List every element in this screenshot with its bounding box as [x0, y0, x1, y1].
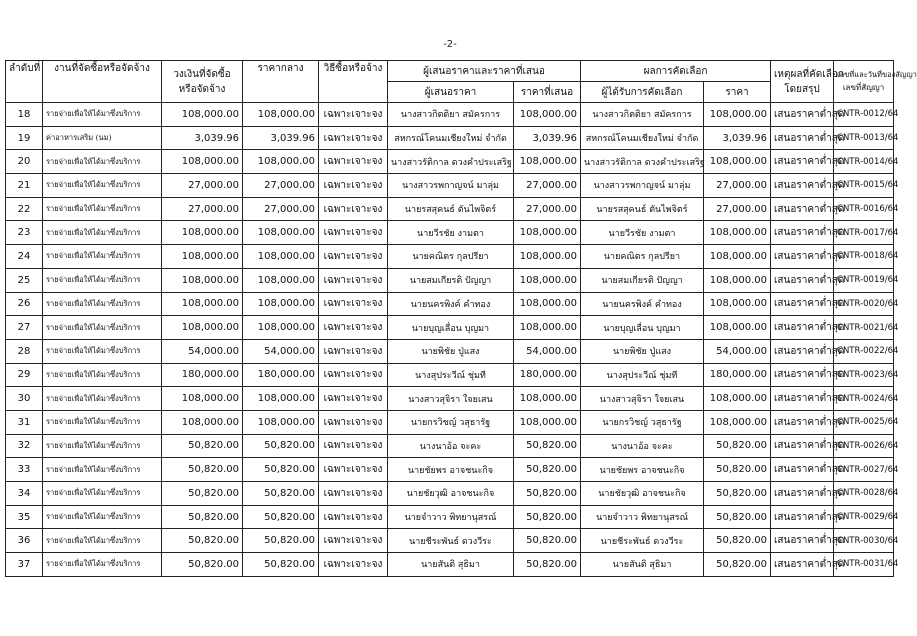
- row-winner-name: นางสาวสุจิรา ใจยเสน: [581, 387, 704, 411]
- row-bid-price: 108,000.00: [514, 245, 581, 269]
- row-bidder-name: นายบุญเลื่อน บุญมา: [388, 316, 514, 340]
- row-method: เฉพาะเจาะจง: [319, 150, 388, 174]
- row-reason: เสนอราคาต่ำสุด: [771, 197, 834, 221]
- row-bidder-name: นายวีรชัย งามตา: [388, 221, 514, 245]
- row-winner-price: 50,820.00: [704, 458, 771, 482]
- row-winner-price: 108,000.00: [704, 245, 771, 269]
- row-median-price: 108,000.00: [243, 103, 319, 127]
- table-row: [6, 458, 894, 482]
- row-reason: เสนอราคาต่ำสุด: [771, 339, 834, 363]
- row-method: เฉพาะเจาะจง: [319, 529, 388, 553]
- row-winner-name: นางสาวกิตติยา สมัครการ: [581, 103, 704, 127]
- row-number: 19: [6, 126, 43, 150]
- table-row: [6, 197, 894, 221]
- row-budget: 108,000.00: [162, 150, 243, 174]
- row-contract-ref: CNTR-0019/64: [834, 268, 894, 292]
- row-bid-price: 108,000.00: [514, 268, 581, 292]
- row-budget: 108,000.00: [162, 387, 243, 411]
- row-method: เฉพาะเจาะจง: [319, 482, 388, 506]
- row-median-price: 50,820.00: [243, 458, 319, 482]
- header-ref-line1: เลขที่และวันที่ของสัญญา: [837, 70, 917, 79]
- table-row: [6, 363, 894, 387]
- table-row: [6, 482, 894, 506]
- row-reason: เสนอราคาต่ำสุด: [771, 292, 834, 316]
- row-bid-price: 108,000.00: [514, 410, 581, 434]
- row-winner-price: 50,820.00: [704, 529, 771, 553]
- table-row: [6, 268, 894, 292]
- row-bidder-name: นายพิชัย ปู่แสง: [388, 339, 514, 363]
- row-budget: 50,820.00: [162, 505, 243, 529]
- row-number: 23: [6, 221, 43, 245]
- header-bidder-name: ผู้เสนอราคา: [388, 82, 514, 103]
- row-budget: 27,000.00: [162, 197, 243, 221]
- table-row: [6, 434, 894, 458]
- header-budget-line2: หรือจัดจ้าง: [178, 83, 226, 95]
- row-reason: เสนอราคาต่ำสุด: [771, 363, 834, 387]
- row-method: เฉพาะเจาะจง: [319, 197, 388, 221]
- row-item: รายจ่ายเพื่อให้ได้มาซึ่งบริการ: [43, 316, 162, 340]
- row-bidder-name: นายกรวิชญ์ วสุธารัฐ: [388, 410, 514, 434]
- row-item: รายจ่ายเพื่อให้ได้มาซึ่งบริการ: [43, 482, 162, 506]
- row-median-price: 3,039.96: [243, 126, 319, 150]
- table-row: [6, 292, 894, 316]
- row-contract-ref: CNTR-0026/64: [834, 434, 894, 458]
- row-number: 25: [6, 268, 43, 292]
- row-bid-price: 108,000.00: [514, 316, 581, 340]
- row-number: 33: [6, 458, 43, 482]
- row-contract-ref: CNTR-0024/64: [834, 387, 894, 411]
- row-contract-ref: CNTR-0029/64: [834, 505, 894, 529]
- row-winner-price: 108,000.00: [704, 316, 771, 340]
- table-row: [6, 221, 894, 245]
- row-number: 24: [6, 245, 43, 269]
- row-bidder-name: นางสุประวีณ์ ชุ่มที: [388, 363, 514, 387]
- row-method: เฉพาะเจาะจง: [319, 505, 388, 529]
- row-contract-ref: CNTR-0017/64: [834, 221, 894, 245]
- row-median-price: 54,000.00: [243, 339, 319, 363]
- header-reason-line1: เหตุผลที่คัดเลือก: [774, 68, 844, 80]
- header-bidders-group: ผู้เสนอราคาและราคาที่เสนอ: [388, 61, 581, 82]
- row-bidder-name: นายสันติ สุธิมา: [388, 553, 514, 577]
- row-reason: เสนอราคาต่ำสุด: [771, 103, 834, 127]
- row-contract-ref: CNTR-0027/64: [834, 458, 894, 482]
- row-number: 31: [6, 410, 43, 434]
- header-reason: [771, 61, 844, 103]
- row-bid-price: 50,820.00: [514, 482, 581, 506]
- row-number: 27: [6, 316, 43, 340]
- header-budget-line1: วงเงินที่จัดซื้อ: [173, 68, 231, 80]
- row-contract-ref: CNTR-0031/64: [834, 553, 894, 577]
- row-winner-name: สหกรณ์โคนมเชียงใหม่ จำกัด: [581, 126, 704, 150]
- row-item: รายจ่ายเพื่อให้ได้มาซึ่งบริการ: [43, 292, 162, 316]
- row-winner-name: นางสาวรัติกาล ดวงคำประเสริฐ: [581, 150, 704, 174]
- row-number: 26: [6, 292, 43, 316]
- row-bidder-name: สหกรณ์โคนมเชียงใหม่ จำกัด: [388, 126, 514, 150]
- row-winner-name: นายวีรชัย งามตา: [581, 221, 704, 245]
- row-contract-ref: CNTR-0020/64: [834, 292, 894, 316]
- row-winner-name: นางสุประวีณ์ ชุ่มที: [581, 363, 704, 387]
- row-item: รายจ่ายเพื่อให้ได้มาซึ่งบริการ: [43, 505, 162, 529]
- row-item: รายจ่ายเพื่อให้ได้มาซึ่งบริการ: [43, 268, 162, 292]
- row-reason: เสนอราคาต่ำสุด: [771, 458, 834, 482]
- row-bidder-name: นางสาวสุจิรา ใจยเสน: [388, 387, 514, 411]
- row-method: เฉพาะเจาะจง: [319, 174, 388, 198]
- row-method: เฉพาะเจาะจง: [319, 126, 388, 150]
- row-budget: 108,000.00: [162, 103, 243, 127]
- row-method: เฉพาะเจาะจง: [319, 458, 388, 482]
- header-budget: [162, 61, 243, 103]
- row-winner-name: นายสมเกียรติ ปัญญา: [581, 268, 704, 292]
- row-item: รายจ่ายเพื่อให้ได้มาซึ่งบริการ: [43, 339, 162, 363]
- row-winner-name: นายชัยวุฒิ อาจชนะกิจ: [581, 482, 704, 506]
- page-number: -2-: [443, 39, 457, 50]
- row-bid-price: 54,000.00: [514, 339, 581, 363]
- row-item: รายจ่ายเพื่อให้ได้มาซึ่งบริการ: [43, 197, 162, 221]
- row-winner-price: 108,000.00: [704, 268, 771, 292]
- row-method: เฉพาะเจาะจง: [319, 434, 388, 458]
- row-median-price: 27,000.00: [243, 174, 319, 198]
- row-item: รายจ่ายเพื่อให้ได้มาซึ่งบริการ: [43, 363, 162, 387]
- header-median-price: ราคากลาง: [243, 61, 319, 103]
- row-median-price: 50,820.00: [243, 553, 319, 577]
- row-winner-name: นายนครพิงค์ คำทอง: [581, 292, 704, 316]
- row-winner-price: 27,000.00: [704, 197, 771, 221]
- row-budget: 108,000.00: [162, 221, 243, 245]
- row-bid-price: 108,000.00: [514, 150, 581, 174]
- row-contract-ref: CNTR-0025/64: [834, 410, 894, 434]
- row-reason: เสนอราคาต่ำสุด: [771, 221, 834, 245]
- row-method: เฉพาะเจาะจง: [319, 103, 388, 127]
- row-bid-price: 108,000.00: [514, 292, 581, 316]
- row-item: รายจ่ายเพื่อให้ได้มาซึ่งบริการ: [43, 553, 162, 577]
- row-contract-ref: CNTR-0013/64: [834, 126, 894, 150]
- table-row: [6, 553, 894, 577]
- row-item: รายจ่ายเพื่อให้ได้มาซึ่งบริการ: [43, 458, 162, 482]
- row-contract-ref: CNTR-0014/64: [834, 150, 894, 174]
- procurement-table: [5, 60, 917, 577]
- row-method: เฉพาะเจาะจง: [319, 268, 388, 292]
- row-method: เฉพาะเจาะจง: [319, 363, 388, 387]
- row-bid-price: 50,820.00: [514, 553, 581, 577]
- header-no: ลำดับที่: [6, 61, 43, 103]
- row-number: 36: [6, 529, 43, 553]
- row-method: เฉพาะเจาะจง: [319, 339, 388, 363]
- row-budget: 108,000.00: [162, 316, 243, 340]
- row-bid-price: 27,000.00: [514, 197, 581, 221]
- row-winner-name: นายคณิตร กุลปรียา: [581, 245, 704, 269]
- row-budget: 3,039.96: [162, 126, 243, 150]
- row-reason: เสนอราคาต่ำสุด: [771, 245, 834, 269]
- row-reason: เสนอราคาต่ำสุด: [771, 505, 834, 529]
- row-item: รายจ่ายเพื่อให้ได้มาซึ่งบริการ: [43, 103, 162, 127]
- table-row: [6, 339, 894, 363]
- row-winner-price: 50,820.00: [704, 553, 771, 577]
- row-median-price: 108,000.00: [243, 316, 319, 340]
- row-number: 22: [6, 197, 43, 221]
- row-item: รายจ่ายเพื่อให้ได้มาซึ่งบริการ: [43, 245, 162, 269]
- row-method: เฉพาะเจาะจง: [319, 221, 388, 245]
- row-budget: 108,000.00: [162, 245, 243, 269]
- row-number: 18: [6, 103, 43, 127]
- table-row: [6, 529, 894, 553]
- row-median-price: 50,820.00: [243, 529, 319, 553]
- row-median-price: 27,000.00: [243, 197, 319, 221]
- row-winner-name: นายรสสุคนธ์ ตันไพจิตร์: [581, 197, 704, 221]
- row-item: รายจ่ายเพื่อให้ได้มาซึ่งบริการ: [43, 434, 162, 458]
- row-winner-price: 108,000.00: [704, 387, 771, 411]
- row-item: รายจ่ายเพื่อให้ได้มาซึ่งบริการ: [43, 529, 162, 553]
- row-median-price: 50,820.00: [243, 482, 319, 506]
- header-selection-group: ผลการคัดเลือก: [581, 61, 771, 82]
- row-contract-ref: CNTR-0022/64: [834, 339, 894, 363]
- row-reason: เสนอราคาต่ำสุด: [771, 150, 834, 174]
- header-bid-price: ราคาที่เสนอ: [514, 82, 581, 103]
- row-bid-price: 108,000.00: [514, 221, 581, 245]
- row-item: ค่าอาหารเสริม (นม): [43, 126, 162, 150]
- row-bidder-name: นายชัยวุฒิ อาจชนะกิจ: [388, 482, 514, 506]
- row-bidder-name: นางนาอ้อ จะคะ: [388, 434, 514, 458]
- row-bid-price: 50,820.00: [514, 458, 581, 482]
- row-winner-name: นายจำวาว พิทยานุสรณ์: [581, 505, 704, 529]
- row-item: รายจ่ายเพื่อให้ได้มาซึ่งบริการ: [43, 174, 162, 198]
- row-number: 35: [6, 505, 43, 529]
- row-bid-price: 27,000.00: [514, 174, 581, 198]
- row-bidder-name: นางสาวรัติกาล ดวงคำประเสริฐ: [388, 150, 514, 174]
- row-bid-price: 108,000.00: [514, 387, 581, 411]
- row-reason: เสนอราคาต่ำสุด: [771, 174, 834, 198]
- row-contract-ref: CNTR-0021/64: [834, 316, 894, 340]
- row-bidder-name: นายรสสุคนธ์ ตันไพจิตร์: [388, 197, 514, 221]
- row-method: เฉพาะเจาะจง: [319, 410, 388, 434]
- row-number: 30: [6, 387, 43, 411]
- row-winner-price: 50,820.00: [704, 482, 771, 506]
- row-budget: 50,820.00: [162, 458, 243, 482]
- row-winner-price: 3,039.96: [704, 126, 771, 150]
- row-method: เฉพาะเจาะจง: [319, 316, 388, 340]
- row-budget: 108,000.00: [162, 292, 243, 316]
- row-winner-name: นางนาอ้อ จะคะ: [581, 434, 704, 458]
- table-row: [6, 150, 894, 174]
- row-contract-ref: CNTR-0030/64: [834, 529, 894, 553]
- row-item: รายจ่ายเพื่อให้ได้มาซึ่งบริการ: [43, 387, 162, 411]
- row-budget: 50,820.00: [162, 434, 243, 458]
- row-median-price: 50,820.00: [243, 505, 319, 529]
- header-ref-line2: เลขที่สัญญา: [842, 83, 885, 92]
- table-row: [6, 505, 894, 529]
- row-winner-name: นายกรวิชญ์ วสุธารัฐ: [581, 410, 704, 434]
- row-bid-price: 50,820.00: [514, 434, 581, 458]
- row-item: รายจ่ายเพื่อให้ได้มาซึ่งบริการ: [43, 410, 162, 434]
- row-number: 37: [6, 553, 43, 577]
- row-reason: เสนอราคาต่ำสุด: [771, 268, 834, 292]
- row-number: 29: [6, 363, 43, 387]
- row-median-price: 108,000.00: [243, 221, 319, 245]
- table-row: [6, 316, 894, 340]
- table-row: [6, 410, 894, 434]
- table-row: [6, 126, 894, 150]
- row-budget: 27,000.00: [162, 174, 243, 198]
- row-winner-price: 180,000.00: [704, 363, 771, 387]
- table-row: [6, 103, 894, 127]
- header-winner-name: ผู้ได้รับการคัดเลือก: [581, 82, 704, 103]
- row-contract-ref: CNTR-0028/64: [834, 482, 894, 506]
- row-reason: เสนอราคาต่ำสุด: [771, 316, 834, 340]
- row-median-price: 50,820.00: [243, 434, 319, 458]
- row-median-price: 180,000.00: [243, 363, 319, 387]
- row-bid-price: 180,000.00: [514, 363, 581, 387]
- row-method: เฉพาะเจาะจง: [319, 553, 388, 577]
- row-winner-name: นายสันติ สุธิมา: [581, 553, 704, 577]
- row-bid-price: 3,039.96: [514, 126, 581, 150]
- table-row: [6, 245, 894, 269]
- row-budget: 50,820.00: [162, 553, 243, 577]
- row-budget: 50,820.00: [162, 482, 243, 506]
- header-item: งานที่จัดซื้อหรือจัดจ้าง: [43, 61, 162, 103]
- row-item: รายจ่ายเพื่อให้ได้มาซึ่งบริการ: [43, 221, 162, 245]
- row-reason: เสนอราคาต่ำสุด: [771, 410, 834, 434]
- row-number: 21: [6, 174, 43, 198]
- row-winner-name: นายชัยพร อาจชนะกิจ: [581, 458, 704, 482]
- row-method: เฉพาะเจาะจง: [319, 292, 388, 316]
- header-reason-line2: โดยสรุป: [784, 83, 820, 95]
- row-budget: 108,000.00: [162, 410, 243, 434]
- row-item: รายจ่ายเพื่อให้ได้มาซึ่งบริการ: [43, 150, 162, 174]
- row-bidder-name: นายชัยพร อาจชนะกิจ: [388, 458, 514, 482]
- row-reason: เสนอราคาต่ำสุด: [771, 387, 834, 411]
- row-winner-price: 50,820.00: [704, 434, 771, 458]
- row-median-price: 108,000.00: [243, 245, 319, 269]
- row-winner-price: 108,000.00: [704, 410, 771, 434]
- row-number: 28: [6, 339, 43, 363]
- header-winner-price: ราคา: [704, 82, 771, 103]
- row-bidder-name: นายสมเกียรติ ปัญญา: [388, 268, 514, 292]
- row-winner-name: นายชีระพันธ์ ดวงวีระ: [581, 529, 704, 553]
- row-budget: 54,000.00: [162, 339, 243, 363]
- row-reason: เสนอราคาต่ำสุด: [771, 126, 834, 150]
- row-bid-price: 50,820.00: [514, 505, 581, 529]
- row-bidder-name: นายชีระพันธ์ ดวงวีระ: [388, 529, 514, 553]
- header-ref: [834, 61, 917, 103]
- row-winner-price: 54,000.00: [704, 339, 771, 363]
- row-winner-price: 50,820.00: [704, 505, 771, 529]
- row-contract-ref: CNTR-0018/64: [834, 245, 894, 269]
- row-budget: 50,820.00: [162, 529, 243, 553]
- row-contract-ref: CNTR-0023/64: [834, 363, 894, 387]
- table-row: [6, 174, 894, 198]
- row-winner-name: นายบุญเลื่อน บุญมา: [581, 316, 704, 340]
- row-bidder-name: นายจำวาว พิทยานุสรณ์: [388, 505, 514, 529]
- row-bidder-name: นายนครพิงค์ คำทอง: [388, 292, 514, 316]
- row-bid-price: 108,000.00: [514, 103, 581, 127]
- row-reason: เสนอราคาต่ำสุด: [771, 529, 834, 553]
- row-median-price: 108,000.00: [243, 268, 319, 292]
- row-winner-name: นางสาวรพกาญจน์ มาลุ่ม: [581, 174, 704, 198]
- header-method: วิธีซื้อหรือจ้าง: [319, 61, 388, 103]
- table-body: [6, 103, 899, 577]
- row-budget: 180,000.00: [162, 363, 243, 387]
- row-number: 34: [6, 482, 43, 506]
- row-winner-name: นายพิชัย ปู่แสง: [581, 339, 704, 363]
- row-method: เฉพาะเจาะจง: [319, 387, 388, 411]
- table-row: [6, 387, 894, 411]
- row-contract-ref: CNTR-0016/64: [834, 197, 894, 221]
- row-winner-price: 108,000.00: [704, 292, 771, 316]
- row-winner-price: 108,000.00: [704, 103, 771, 127]
- row-median-price: 108,000.00: [243, 150, 319, 174]
- row-budget: 108,000.00: [162, 268, 243, 292]
- table-header: [6, 61, 917, 103]
- row-number: 20: [6, 150, 43, 174]
- row-reason: เสนอราคาต่ำสุด: [771, 482, 834, 506]
- row-bid-price: 50,820.00: [514, 529, 581, 553]
- row-bidder-name: นางสาวรพกาญจน์ มาลุ่ม: [388, 174, 514, 198]
- row-median-price: 108,000.00: [243, 387, 319, 411]
- row-bidder-name: นายคณิตร กุลปรียา: [388, 245, 514, 269]
- row-bidder-name: นางสาวกิตติยา สมัครการ: [388, 103, 514, 127]
- row-median-price: 108,000.00: [243, 292, 319, 316]
- row-winner-price: 108,000.00: [704, 221, 771, 245]
- row-median-price: 108,000.00: [243, 410, 319, 434]
- row-number: 32: [6, 434, 43, 458]
- row-method: เฉพาะเจาะจง: [319, 245, 388, 269]
- row-contract-ref: CNTR-0012/64: [834, 103, 894, 127]
- row-contract-ref: CNTR-0015/64: [834, 174, 894, 198]
- row-winner-price: 27,000.00: [704, 174, 771, 198]
- row-reason: เสนอราคาต่ำสุด: [771, 553, 834, 577]
- row-winner-price: 108,000.00: [704, 150, 771, 174]
- row-reason: เสนอราคาต่ำสุด: [771, 434, 834, 458]
